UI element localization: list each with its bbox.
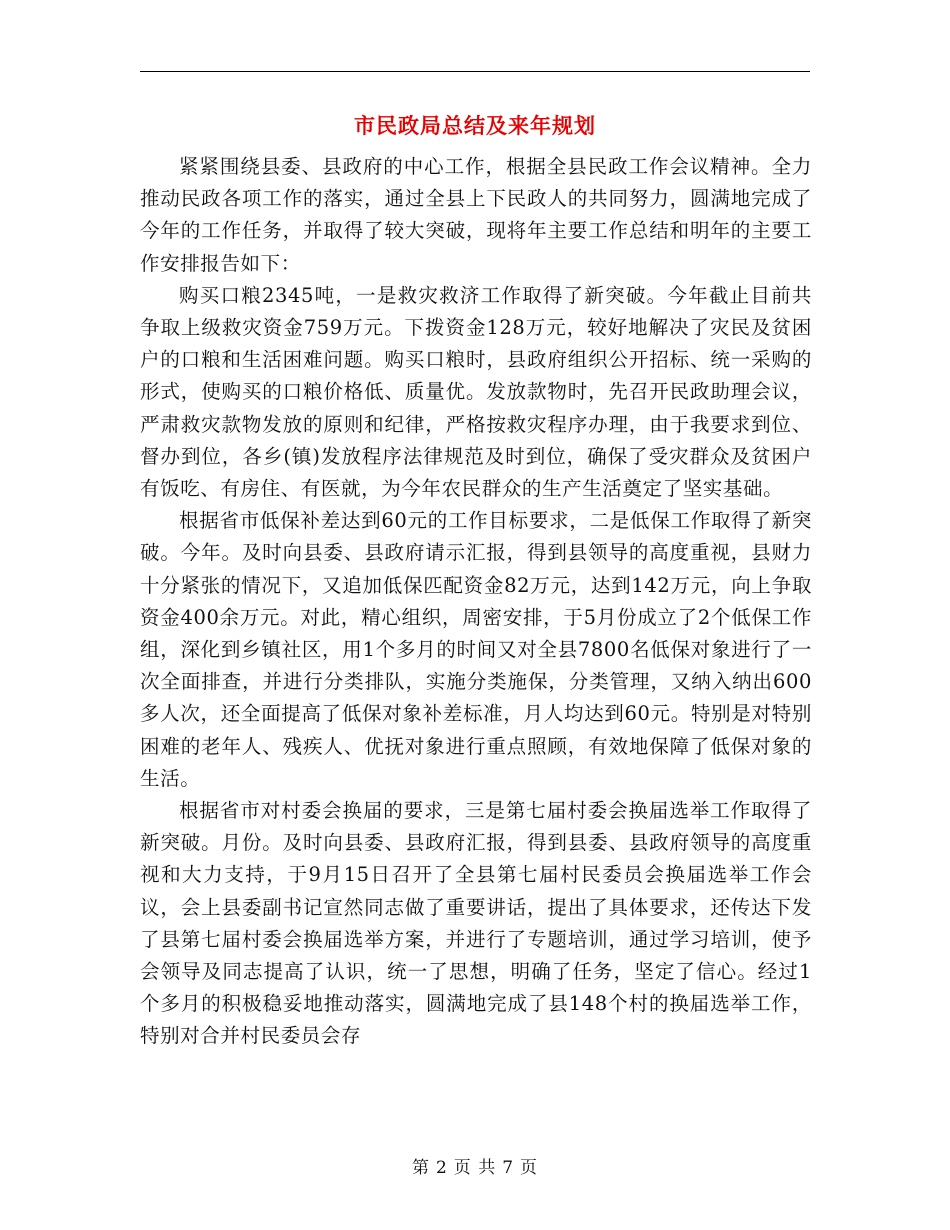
page-footer: [0, 1153, 950, 1178]
paragraph-intro: 紧紧围绕县委、县政府的中心工作，根据全县民政工作会议精神。全力推动民政各项工作的落实，通过全县上下民政人的共同努力，圆满地完成了今年的工作任务，并取得了较大突破，现将年主要工作总结和明年的主要工作安排报告如下：: [140, 155, 812, 275]
footer-current-page: 2: [435, 1158, 448, 1178]
document-body: [140, 151, 812, 1053]
paragraph-disaster-relief: 购买口粮2345吨，一是救灾救济工作取得了新突破。今年截止目前共争取上级救灾资金759万元。下拨资金128万元，较好地解决了灾民及贫困户的口粮和生活困难问题。购买口粮时，县政府组织公开招标、统一采购的形式，使购买的口粮价格低、质量优。发放款物时，先召开民政助理会议，严肃救灾款物发放的原则和纪律，严格按救灾程序办理，由于我要求到位、督办到位，各乡(镇)发放程序法律规范及时到位，确保了受灾群众及贫困户有饭吃、有房住、有医就，为今年农民群众的生产生活奠定了坚实基础。: [140, 283, 812, 501]
paragraph-village-election: 根据省市对村委会换届的要求，三是第七届村委会换届选举工作取得了新突破。月份。及时向县委、县政府汇报，得到县委、县政府领导的高度重视和大力支持，于9月15日召开了全县第七届村民委员会换届选举工作会议，会上县委副书记宣然同志做了重要讲话，提出了具体要求，还传达下发了县第七届村委会换届选举方案，并进行了专题培训，通过学习培训，使予会领导及同志提高了认识，统一了思想，明确了任务，坚定了信心。经过1个多月的积极稳妥地推动落实，圆满地完成了县148个村的换届选举工作，特别对合并村民委员会存: [140, 799, 812, 1048]
document-title: 市民政局总结及来年规划: [354, 114, 596, 138]
footer-middle: 页 共: [453, 1158, 497, 1178]
footer-total-pages: 7: [502, 1158, 515, 1178]
footer-prefix: 第: [411, 1158, 430, 1178]
footer-suffix: 页: [520, 1158, 539, 1178]
paragraph-minimum-living: 根据省市低保补差达到60元的工作目标要求，二是低保工作取得了新突破。今年。及时向县委、县政府请示汇报，得到县领导的高度重视，县财力十分紧张的情况下，又追加低保匹配资金82万元，达到142万元，向上争取资金400余万元。对此，精心组织，周密安排，于5月份成立了2个低保工作组，深化到乡镇社区，用1个多月的时间又对全县7800名低保对象进行了一次全面排查，并进行分类排队，实施分类施保，分类管理，又纳入纳出600多人次，还全面提高了低保对象补差标准，月人均达到60元。特别是对特别困难的老年人、残疾人、优抚对象进行重点照顾，有效地保障了低保对象的生活。: [140, 509, 812, 790]
header-rule: [140, 71, 810, 72]
